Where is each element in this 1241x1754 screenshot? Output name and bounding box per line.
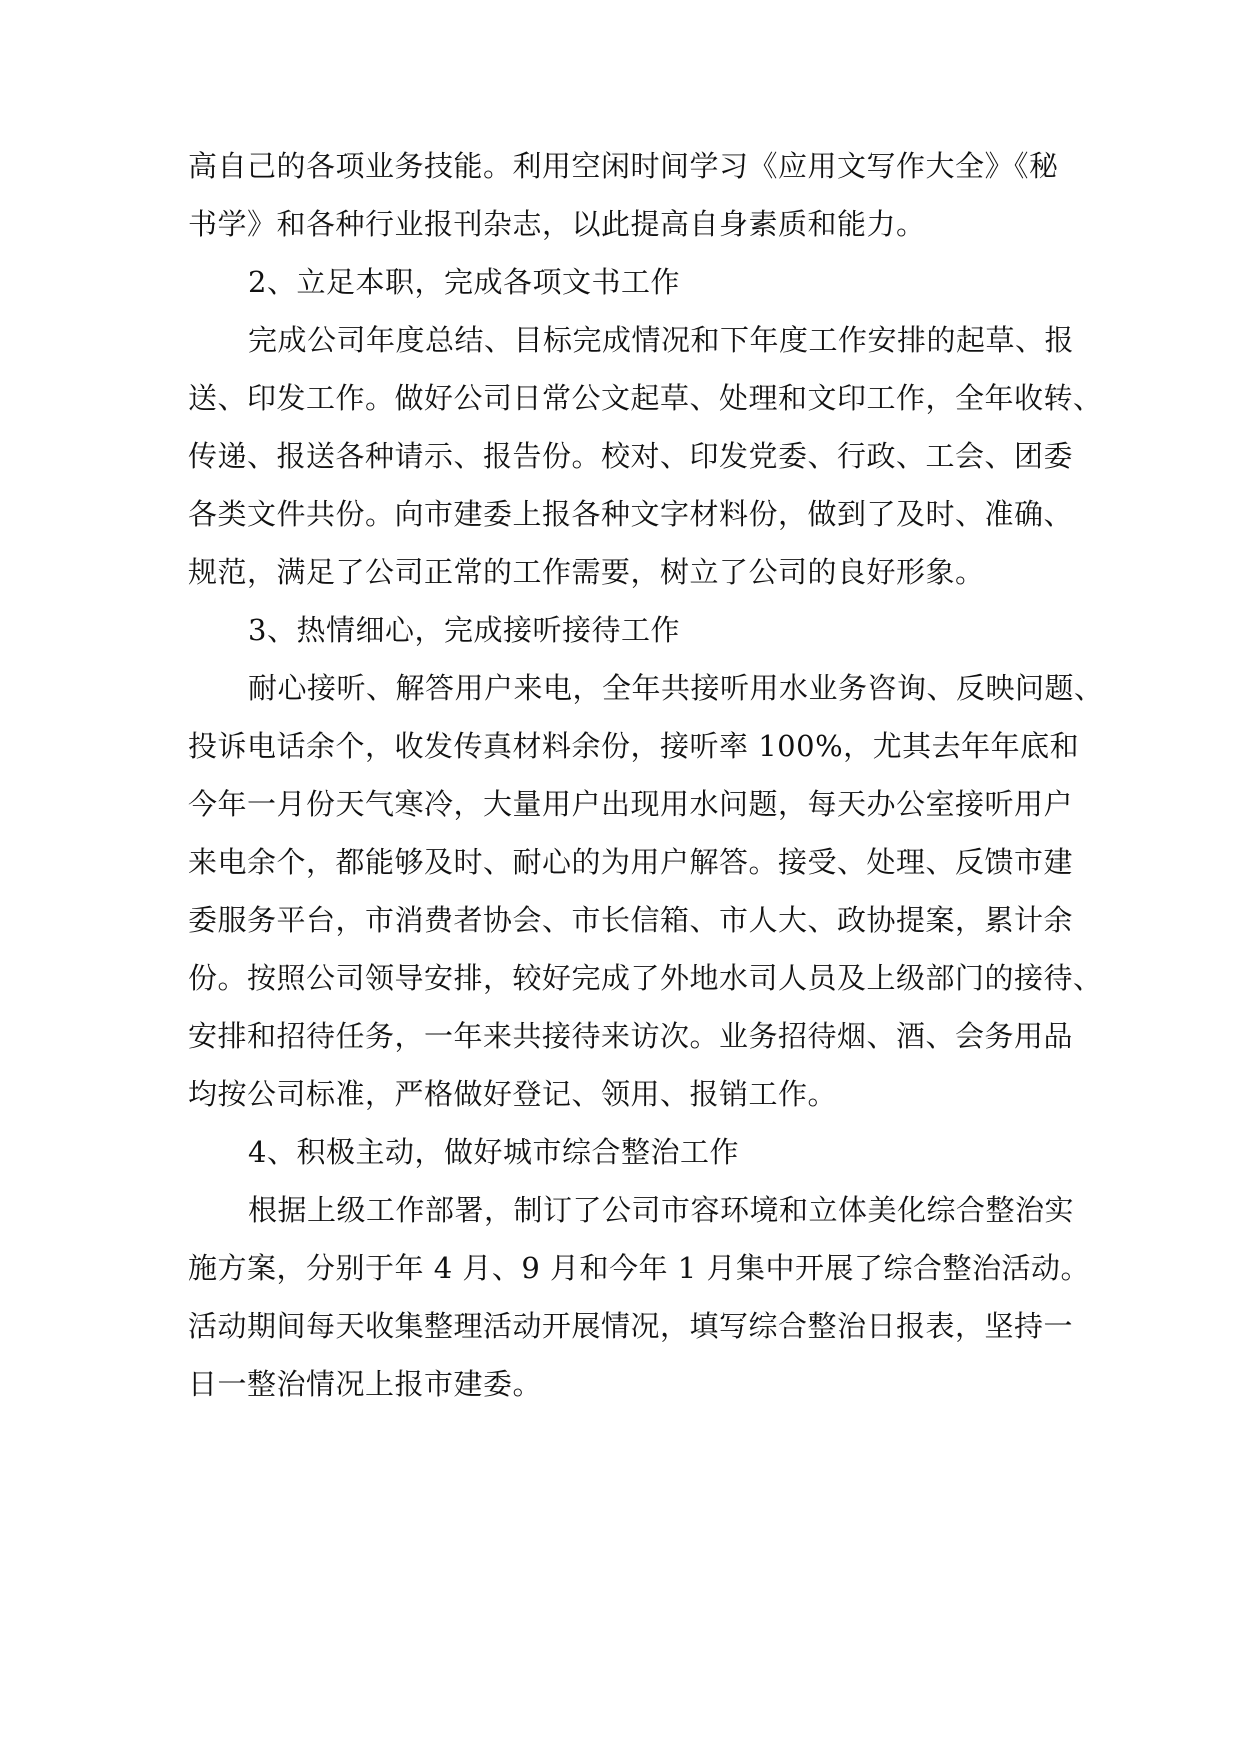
paragraph-line: 书学》和各种行业报刊杂志，以此提高自身素质和能力。 [188, 207, 926, 241]
paragraph-line: 日一整治情况上报市建委。 [188, 1367, 543, 1401]
paragraph-line: 今年一月份天气寒冷，大量用户出现用水问题，每天办公室接听用户 [188, 787, 1074, 821]
section-heading-2: 2、立足本职，完成各项文书工作 [248, 265, 680, 299]
paragraph-line: 完成公司年度总结、目标完成情况和下年度工作安排的起草、报 [248, 323, 1075, 357]
paragraph-line: 耐心接听、解答用户来电，全年共接听用水业务咨询、反映问题、 [248, 671, 1104, 705]
paragraph-line: 规范，满足了公司正常的工作需要，树立了公司的良好形象。 [188, 555, 985, 589]
section-heading-3: 3、热情细心，完成接听接待工作 [248, 613, 680, 647]
paragraph-line: 传递、报送各种请示、报告份。校对、印发党委、行政、工会、团委 [188, 439, 1074, 473]
paragraph-line: 份。按照公司领导安排，较好完成了外地水司人员及上级部门的接待、 [188, 961, 1103, 995]
paragraph-line: 施方案，分别于年 4 月、9 月和今年 1 月集中开展了综合整治活动。 [188, 1251, 1090, 1285]
paragraph-line: 均按公司标准，严格做好登记、领用、报销工作。 [188, 1077, 838, 1111]
paragraph-line: 安排和招待任务，一年来共接待来访次。业务招待烟、酒、会务用品 [188, 1019, 1074, 1053]
paragraph-line: 高自己的各项业务技能。利用空闲时间学习《应用文写作大全》《秘 [188, 149, 1059, 183]
paragraph-line: 来电余个，都能够及时、耐心的为用户解答。接受、处理、反馈市建 [188, 845, 1074, 879]
paragraph-line: 投诉电话余个，收发传真材料余份，接听率 100%，尤其去年年底和 [188, 729, 1080, 763]
section-heading-4: 4、积极主动，做好城市综合整治工作 [248, 1135, 739, 1169]
paragraph-line: 各类文件共份。向市建委上报各种文字材料份，做到了及时、准确、 [188, 497, 1074, 531]
paragraph-line: 根据上级工作部署，制订了公司市容环境和立体美化综合整治实 [248, 1193, 1075, 1227]
paragraph-line: 送、印发工作。做好公司日常公文起草、处理和文印工作，全年收转、 [188, 381, 1103, 415]
paragraph-line: 委服务平台，市消费者协会、市长信箱、市人大、政协提案，累计余 [188, 903, 1074, 937]
paragraph-line: 活动期间每天收集整理活动开展情况，填写综合整治日报表，坚持一 [188, 1309, 1074, 1343]
